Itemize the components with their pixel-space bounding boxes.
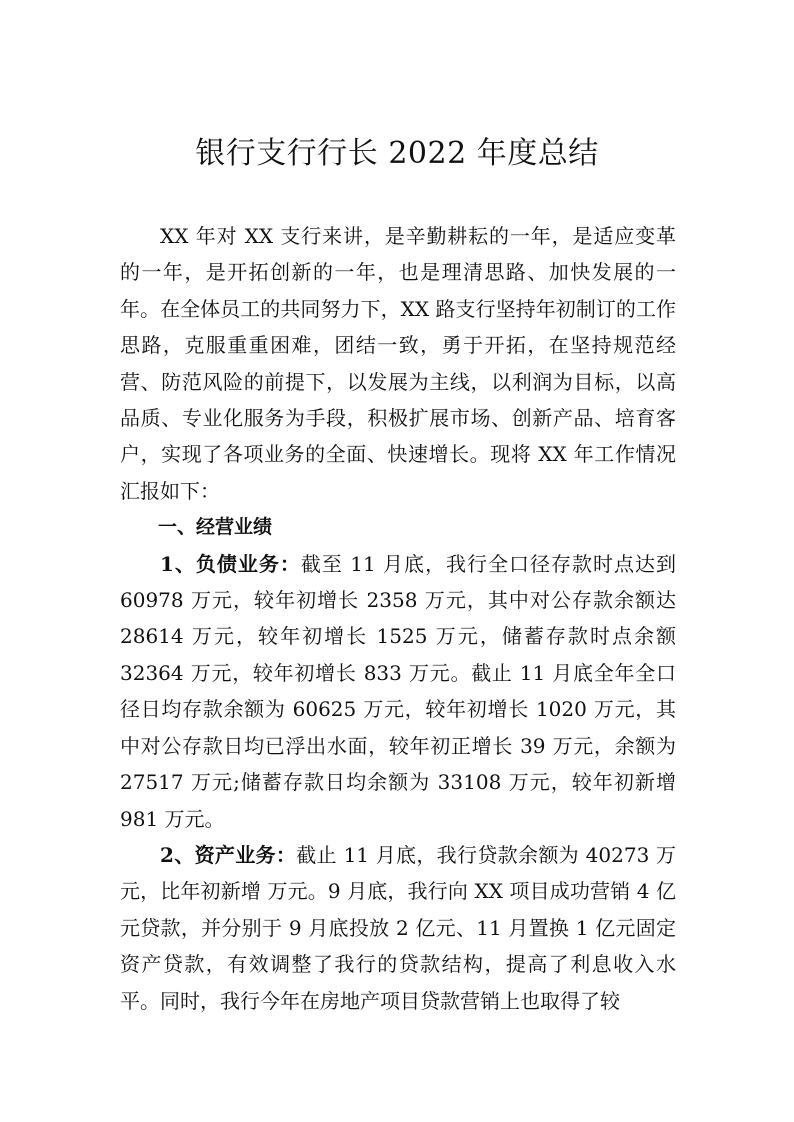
liability-business-lead: 1、负债业务：	[160, 551, 301, 576]
asset-business-lead: 2、资产业务：	[160, 842, 297, 867]
intro-paragraph: XX 年对 XX 支行来讲，是辛勤耕耘的一年，是适应变革的一年，是开拓创新的一年，也是理清思路、加快发展的一年。在全体员工的共同努力下，XX 路支行坚持年初制订的工作思路，克服重重困难，团结一致，勇于开拓，在坚持规范经营、防范风险的前提下，以发展为主线，以利润为目标，以高品质、专业化服务为手段，积极扩展市场、创新产品、培育客户，实现了各项业务的全面、快速增长。现将 XX 年工作情况汇报如下：	[120, 224, 676, 503]
asset-business-paragraph	[120, 837, 676, 1019]
liability-business-paragraph	[120, 546, 676, 837]
section-heading-operating-results: 一、经营业绩	[158, 516, 273, 539]
liability-business-text: 截至 11 月底，我行全口径存款时点达到 60978 万元，较年初增长 2358 万元，其中对公存款余额达 28614 万元，较年初增长 1525 万元，储蓄存款时点余额 32364 万元，较年初增长 833 万元。截止 11 月底全年全口径日均存款余额为 60625 万元，较年初增长 1020 万元，其中对公存款日均已浮出水面，较年初正增长 39 万元，余额为 27517 万元;储蓄存款日均余额为 33108 万元，较年初新增 981 万元。	[120, 551, 676, 831]
asset-business-text: 截止 11 月底，我行贷款余额为 40273 万元，比年初新增 万元。9 月底，我行向 XX 项目成功营销 4 亿元贷款，并分别于 9 月底投放 2 亿元、11 月置换 1 亿元固定资产贷款，有效调整了我行的贷款结构，提高了利息收入水平。同时，我行今年在房地产项目贷款营销上也取得了较	[120, 842, 676, 1013]
document-body	[120, 218, 676, 1019]
document-title: 银行支行行长 2022 年度总结	[195, 136, 599, 171]
